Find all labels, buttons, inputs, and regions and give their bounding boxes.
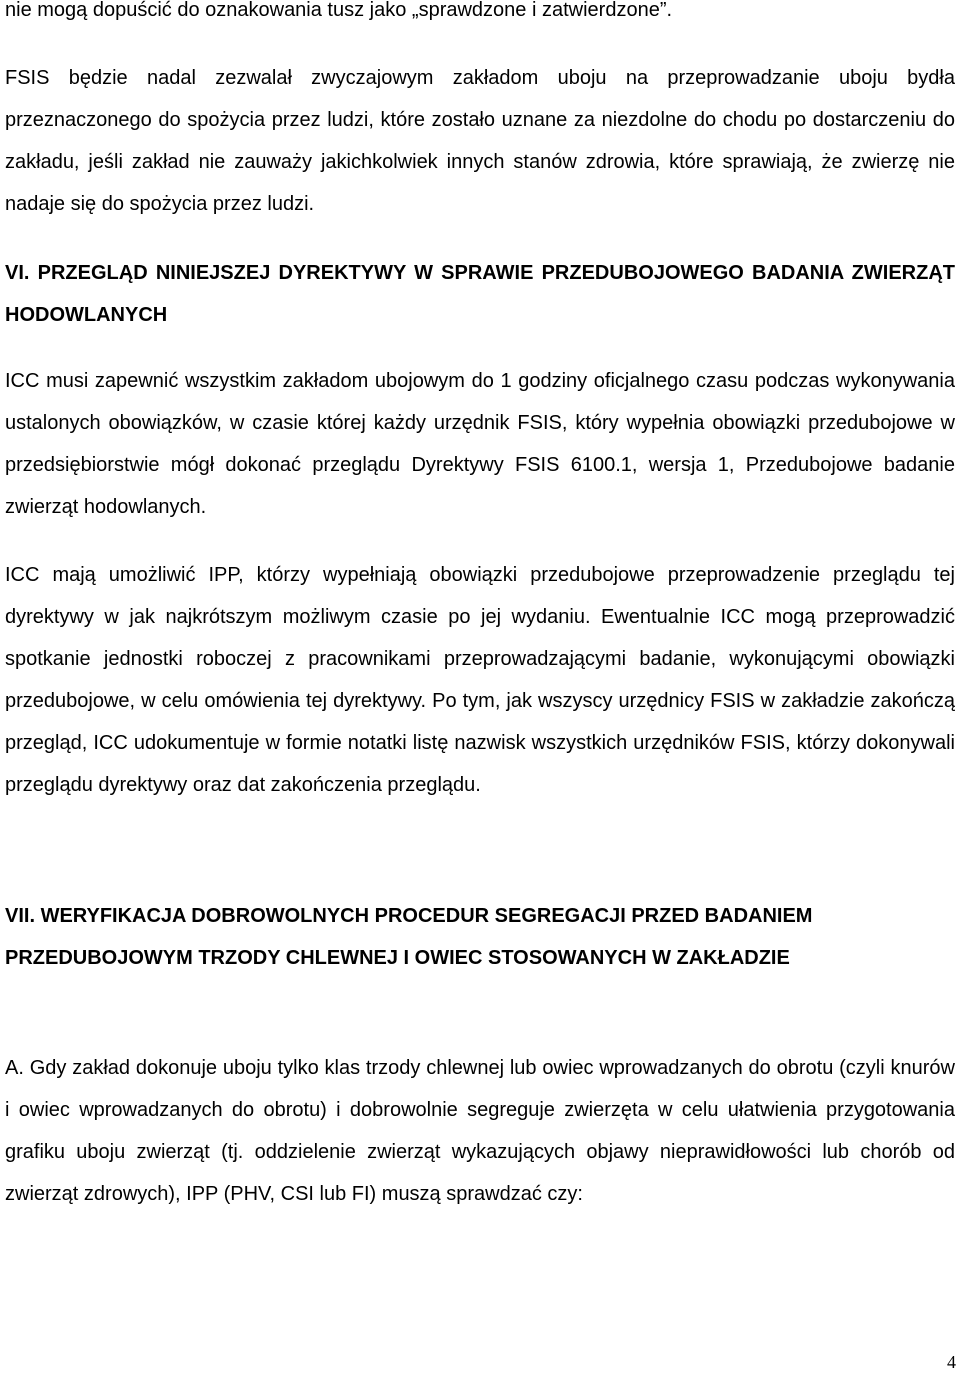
section-vii-heading: VII. WERYFIKACJA DOBROWOLNYCH PROCEDUR SEGREGACJI PRZED BADANIEM PRZEDUBOJOWYM TRZODY CHLEWNEJ I OWIEC STOSOWANYCH W ZAKŁADZIE	[5, 905, 813, 969]
section-vi-paragraph-1: ICC musi zapewnić wszystkim zakładom ubojowym do 1 godziny oficjalnego czasu podczas wykonywania ustalonych obowiązków, w czasie której każdy urzędnik FSIS, który wypełnia obowiązki przedubojowe w przedsiębiorstwie mógł dokonać przeglądu Dyrektywy FSIS 6100.1, wersja 1, Przedubojowe badanie zwierząt hodowlanych.	[5, 370, 955, 518]
paragraph-top-fragment: nie mogą dopuścić do oznakowania tusz jako „sprawdzone i zatwierdzone”.	[5, 0, 673, 21]
section-vii-paragraph-a: A. Gdy zakład dokonuje uboju tylko klas trzody chlewnej lub owiec wprowadzanych do obrotu (czyli knurów i owiec wprowadzanych do obrotu) i dobrowolnie segreguje zwierzęta w celu ułatwienia przygotowania grafiku uboju zwierząt (tj. oddzielenie zwierząt wykazujących objawy nieprawidłowości lub chorób od zwierząt zdrowych), IPP (PHV, CSI lub FI) muszą sprawdzać czy:	[5, 1057, 955, 1205]
section-vi-heading: VI. PRZEGLĄD NINIEJSZEJ DYREKTYWY W SPRAWIE PRZEDUBOJOWEGO BADANIA ZWIERZĄT HODOWLANYCH	[5, 262, 955, 326]
page-number: 4	[947, 1352, 956, 1372]
paragraph-fsis-slaughter: FSIS będzie nadal zezwalał zwyczajowym zakładom uboju na przeprowadzanie uboju bydła przeznaczonego do spożycia przez ludzi, które zostało uznane za niezdolne do chodu po dostarczeniu do zakładu, jeśli zakład nie zauważy jakichkolwiek innych stanów zdrowia, które sprawiają, że zwierzę nie nadaje się do spożycia przez ludzi.	[5, 67, 955, 215]
section-vi-paragraph-2: ICC mają umożliwić IPP, którzy wypełniają obowiązki przedubojowe przeprowadzenie przeglądu tej dyrektywy w jak najkrótszym możliwym czasie po jej wydaniu. Ewentualnie ICC mogą przeprowadzić spotkanie jednostki roboczej z pracownikami przeprowadzającymi badanie, wykonującymi obowiązki przedubojowe, w celu omówienia tej dyrektywy. Po tym, jak wszyscy urzędnicy FSIS w zakładzie zakończą przegląd, ICC udokumentuje w formie notatki listę nazwisk wszystkich urzędników FSIS, którzy dokonywali przeglądu dyrektywy oraz dat zakończenia przeglądu.	[5, 564, 955, 796]
